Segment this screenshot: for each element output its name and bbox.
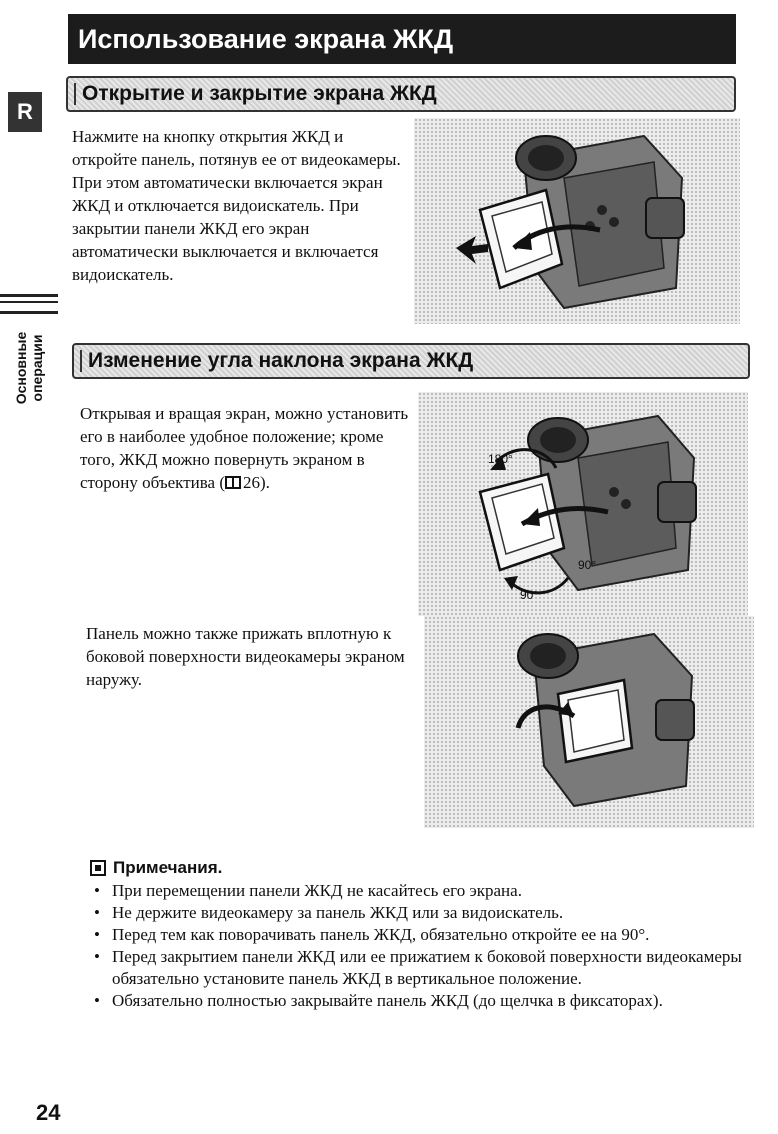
camcorder-flipped-drawing [424,616,754,828]
section2-text-rotate [80,402,410,494]
camera-flipped-illustration [424,616,754,828]
section-header-open-close: Открытие и закрытие экрана ЖКД [66,76,736,112]
section2-page-ref: 26 [242,473,260,492]
page-number: 24 [36,1100,61,1125]
side-tab [4,318,54,418]
camera-open-illustration [414,118,740,324]
section2-text-rotate-end: ). [259,473,270,492]
note-item: • Не держите видеокамеру за панель ЖКД или за видоискатель. [90,902,760,924]
angle-label-90-side: 90° [578,558,597,572]
book-icon [225,476,241,489]
notes-heading [90,858,222,878]
side-tab-line-1: Основные [13,331,29,405]
angle-label-90-bottom: 90° [520,588,539,602]
camcorder-open-drawing [414,118,740,324]
notes-heading-label: Примечания. [113,858,223,877]
section2-text-flip: Панель можно также прижать вплотную к боковой поверхности видеокамеры экраном наружу. [86,624,405,689]
section1-text: Нажмите на кнопку открытия ЖКД и откройте панель, потянув ее от видеокамеры. При этом автоматически включается экран ЖКД и отключается видоискатель. При закрытии панели ЖКД его экран автоматически выключается и включается видоискатель. [72,127,401,284]
angle-label-180: 180° [488,452,513,466]
note-item: • Перед закрытием панели ЖКД или ее прижатием к боковой поверхности видеокамеры обязательно установите панель ЖКД в вертикальное положение. [90,946,760,990]
side-tab-line-2: операции [29,334,45,402]
section2-text-rotate-main: Открывая и вращая экран, можно установить его в наиболее удобное положение; кроме того, ЖКД можно повернуть экраном в сторону объектива ( [80,404,409,492]
note-item: • Обязательно полностью закрывайте панель ЖКД (до щелчка в фиксаторах). [90,990,760,1012]
note-icon [90,860,106,876]
section-header-tilt: Изменение угла наклона экрана ЖКД [72,343,750,379]
side-tab-rule [0,294,58,314]
camera-rotate-illustration [418,392,748,616]
page-title: Использование экрана ЖКД [68,14,736,64]
note-item: • При перемещении панели ЖКД не касайтесь его экрана. [90,880,760,902]
language-badge: R [8,92,42,132]
camcorder-rotate-drawing [418,392,748,616]
notes-list [90,880,760,1012]
note-item: • Перед тем как поворачивать панель ЖКД, обязательно откройте ее на 90°. [90,924,760,946]
